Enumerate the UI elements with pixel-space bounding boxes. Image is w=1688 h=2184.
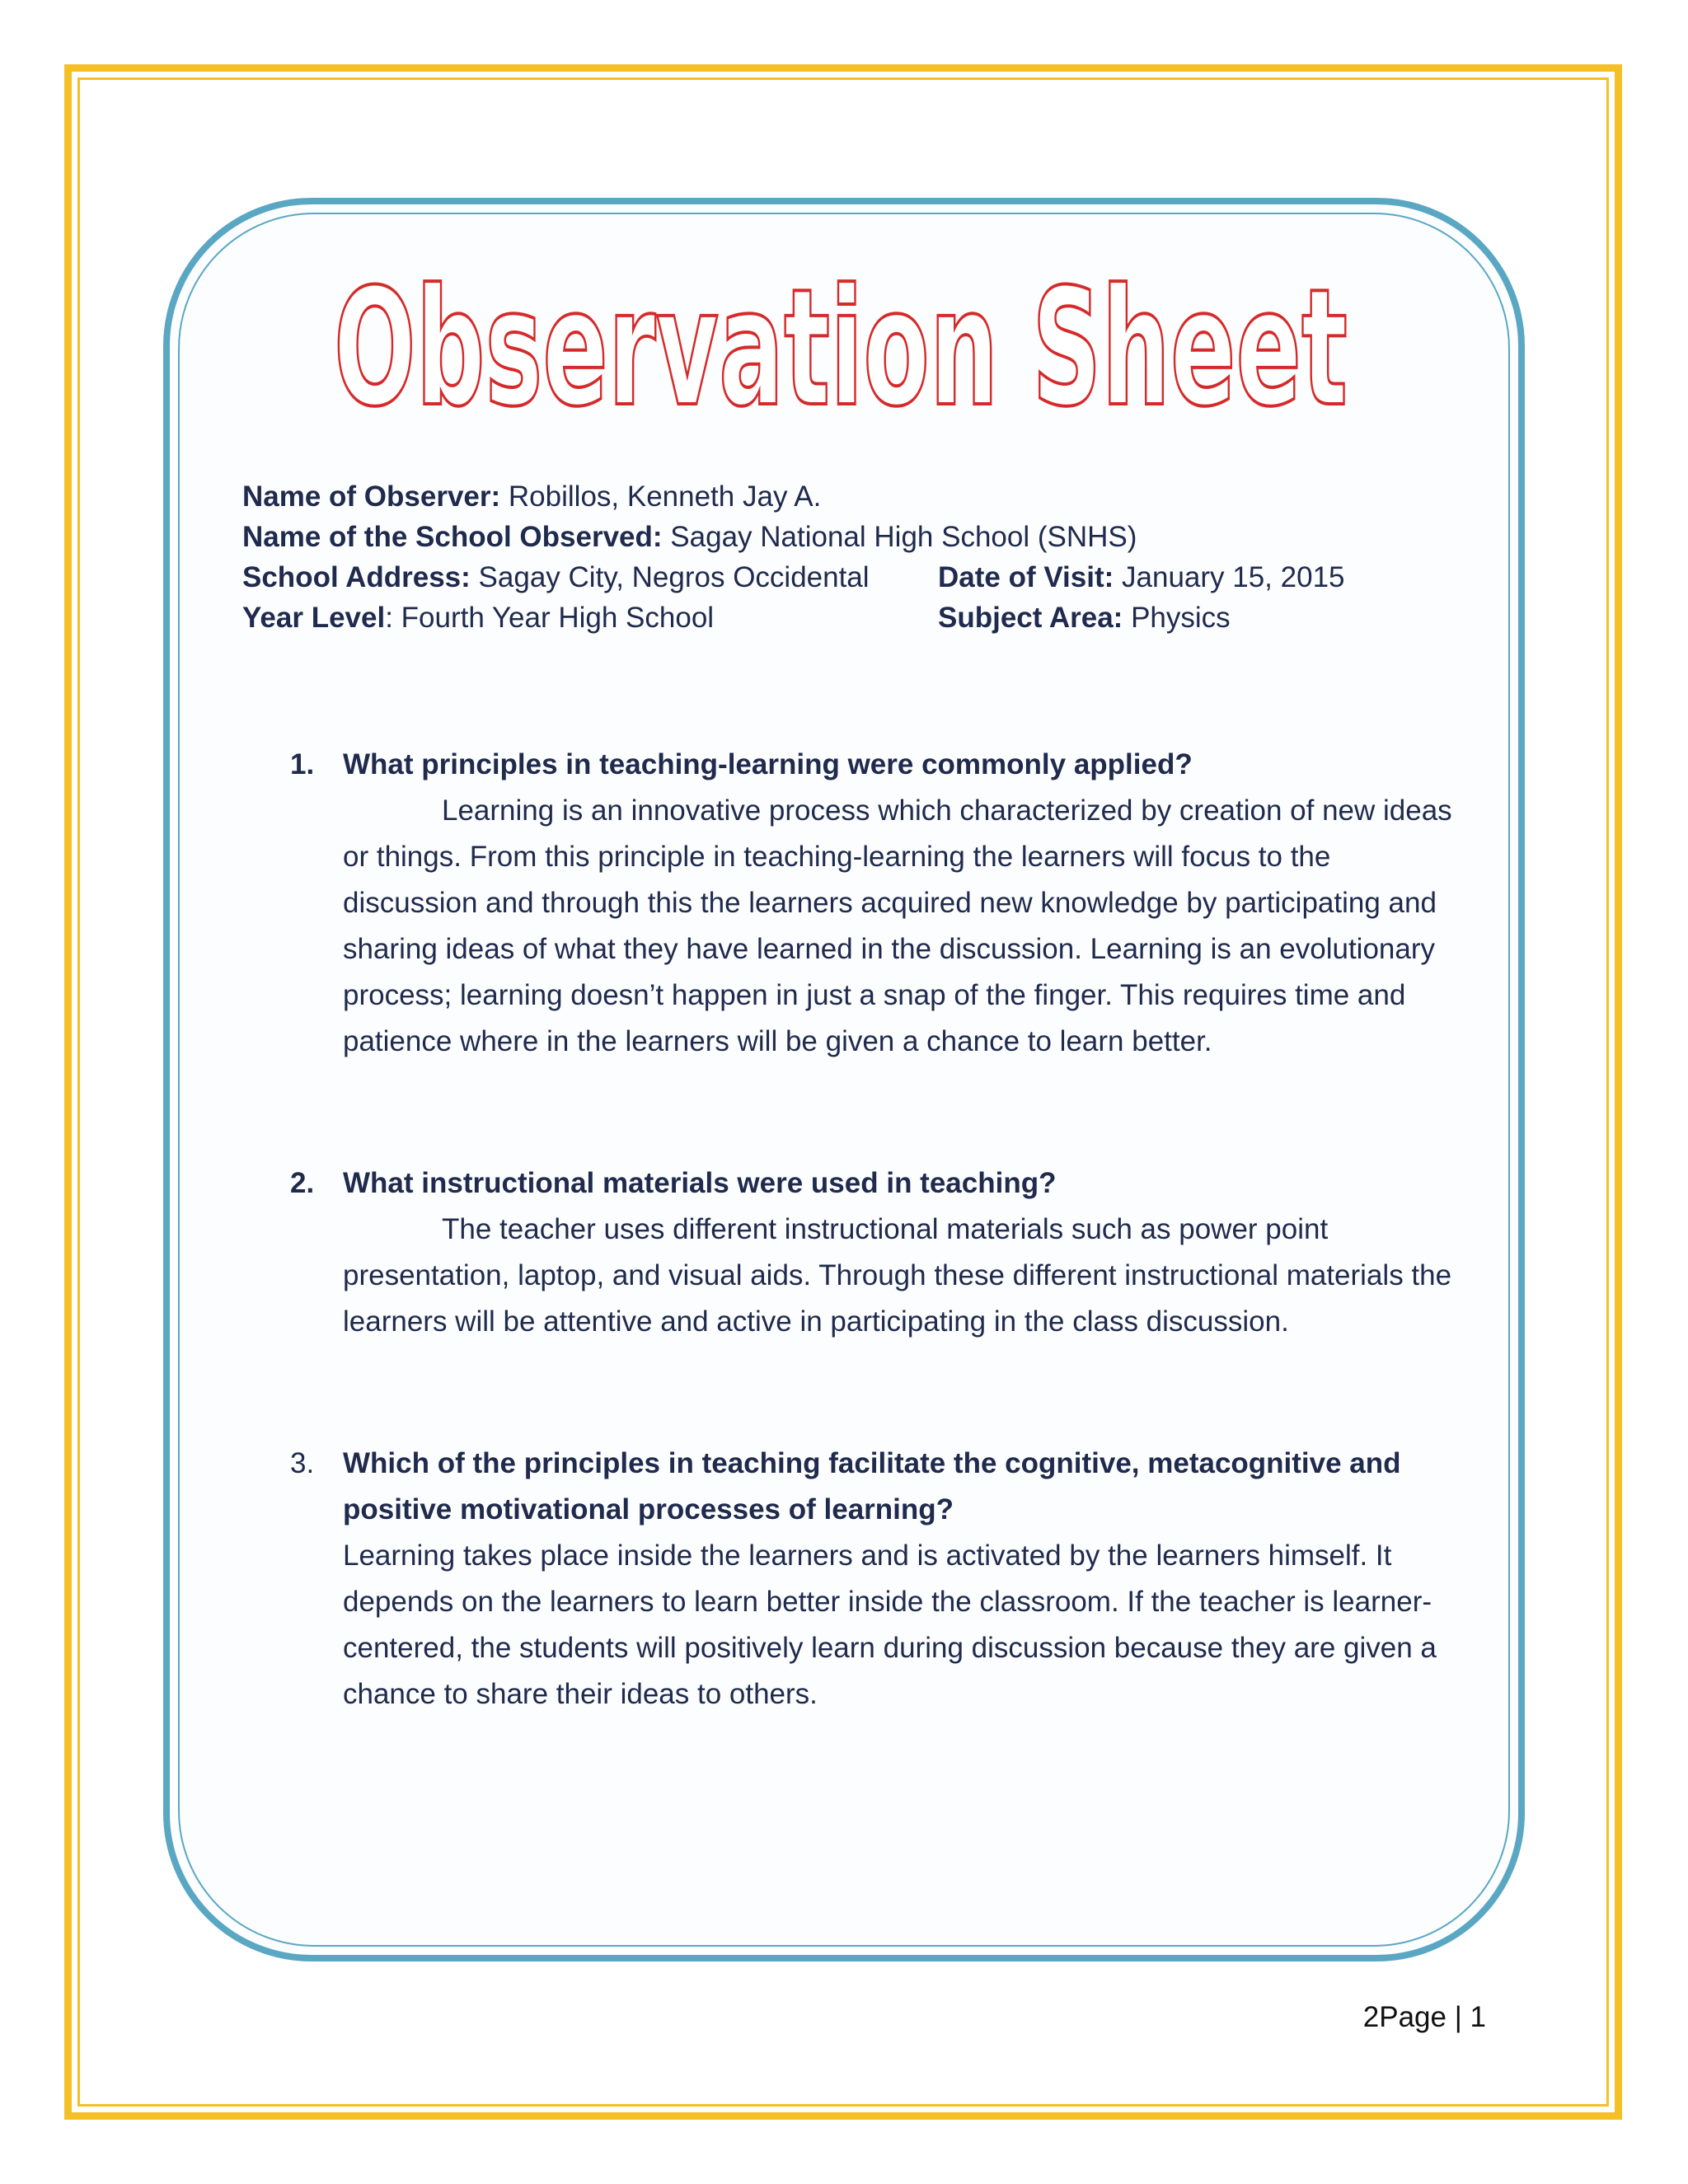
school-value: Sagay National High School (SNHS): [670, 521, 1137, 553]
question-3-answer: [290, 1533, 1461, 1718]
date-label: Date of Visit:: [938, 561, 1114, 593]
year-value: : Fourth Year High School: [385, 602, 715, 634]
date-field: [938, 557, 1345, 598]
question-1-answer-text: Learning is an innovative process which characterized by creation of new ideas or things. From this principle in teaching-learning the learners will focus to the discussion and through this the learners acquired new knowledge by participating and sharing ideas of what they have learned in the discussion. Learning is an evolutionary process; learning doesn’t happen in just a snap of the finger. This requires time and patience where in the learners will be given a chance to learn better.: [343, 794, 1452, 1057]
address-label: School Address:: [242, 561, 471, 593]
page-title-graphic: [297, 268, 1385, 449]
year-row: [242, 598, 1479, 638]
year-label: Year Level: [242, 602, 386, 634]
question-2-text: What instructional materials were used in teaching?: [343, 1167, 1057, 1199]
address-value: Sagay City, Negros Occidental: [478, 561, 870, 593]
school-label: Name of the School Observed:: [242, 521, 663, 553]
question-3-answer-text: Learning takes place inside the learners and is activated by the learners himself. It depends on the learners to learn better inside the classroom. If the teacher is learner-centered, the students will positively learn during discussion because they are given a chance to share their ideas to others.: [343, 1540, 1437, 1710]
observation-info: [242, 476, 1479, 638]
page-title: Observation Sheet: [334, 268, 1348, 443]
question-2-heading: [290, 1160, 1461, 1207]
observer-row: [242, 476, 1479, 517]
question-3-number: 3.: [290, 1447, 315, 1479]
question-1-number: 1.: [290, 748, 315, 780]
question-2-answer: [290, 1207, 1461, 1345]
question-1-text: What principles in teaching-learning were commonly applied?: [343, 748, 1193, 780]
question-1-heading: [290, 742, 1461, 788]
question-2-number: 2.: [290, 1167, 315, 1199]
observer-label: Name of Observer:: [242, 480, 501, 513]
subject-label: Subject Area:: [938, 602, 1123, 634]
school-row: [242, 517, 1479, 557]
question-1: [290, 742, 1461, 1065]
question-3-heading: [290, 1441, 1461, 1533]
page-footer: 2Page | 1: [1362, 2001, 1486, 2033]
address-row: [242, 557, 1479, 598]
question-2-answer-text: The teacher uses different instructional materials such as power point presentation, laptop, and visual aids. Through these different instructional materials the learners will be attentive and active in participating in the class discussion.: [343, 1213, 1452, 1338]
question-2: [290, 1160, 1461, 1345]
question-3-text: Which of the principles in teaching facilitate the cognitive, metacognitive and positive motivational processes of learning?: [343, 1447, 1401, 1526]
question-1-answer: [290, 788, 1461, 1065]
date-value: January 15, 2015: [1122, 561, 1345, 593]
subject-value: Physics: [1131, 602, 1231, 634]
subject-field: [938, 598, 1231, 638]
observer-value: Robillos, Kenneth Jay A.: [508, 480, 822, 513]
question-3: [290, 1441, 1461, 1718]
